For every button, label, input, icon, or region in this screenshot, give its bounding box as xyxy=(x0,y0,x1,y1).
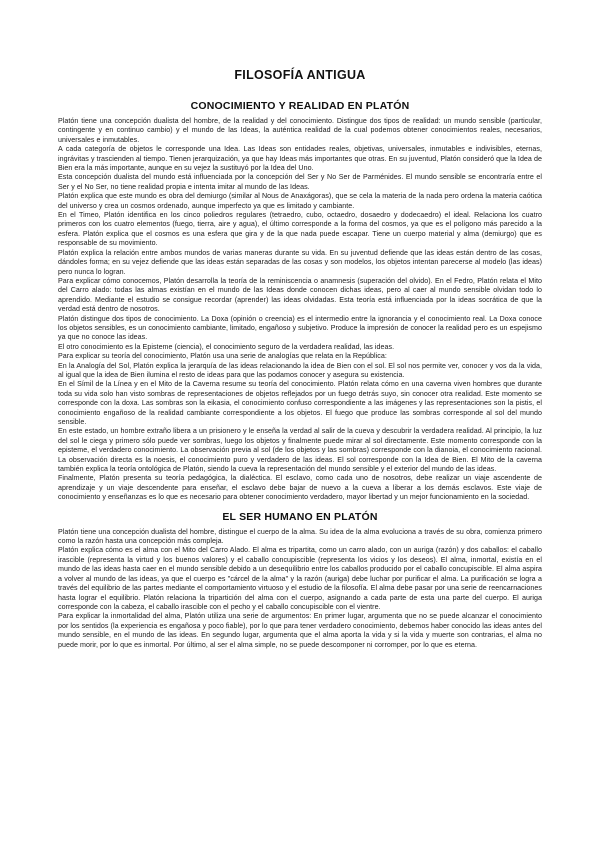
paragraph: Para explicar su teoría del conocimiento, Platón usa una serie de analogías que relata en la República: xyxy=(58,352,387,361)
paragraph: Platón explica cómo es el alma con el Mito del Carro Alado. El alma es tripartita, como un carro alado, con un auriga (razón) y dos caballos: el caballo irascible (representa la virtud y los buenos valores) y el caballo concupiscible (representa los vicios y los deseos). El alma, inmortal, existía en el mundo de las ideas hasta caer en el mundo sensible debido a un desequilibrio entre los caballos producido por el caballo concupiscible. El alma aspira a volver al mundo de las ideas, ya que el cuerpo es "cárcel de la alma" y la razón (auriga) debe luchar por purificar el alma. La purificación se logra a través del equilibrio de las partes mediante el comportamiento virtuoso y el estudio de la filosofía. El alma debe pasar por una serie de reencarnaciones hasta lograr el equilibrio. Platón relaciona la tripartición del alma con el cuerpo, asignando a cada parte de esta una parte del cuerpo. El auriga corresponde con la cabeza, el caballo irascible con el pecho y el caballo concupiscible con el vientre. xyxy=(58,546,542,611)
paragraph: Platón tiene una concepción dualista del hombre, distingue el cuerpo de la alma. Su idea de la alma evoluciona a través de su obra, comienza primero como la razón hasta una concepción más compleja. xyxy=(58,527,542,546)
paragraph: Platón distingue dos tipos de conocimiento. La Doxa (opinión o creencia) es el intermedio entre la ignorancia y el conocimiento real. La Doxa conoce los objetos sensibles, es un conocimiento cambiante, limitado, engañoso y subjetivo. Produce la impresión de conocer la realidad pero es un espejismo ya que no conoce las ideas. xyxy=(58,314,542,342)
paragraph: Platón explica que este mundo es obra del demiurgo (similar al Nous de Anaxágoras), que se cela la materia de la nada pero ordena la materia caótica del universo y crea un cosmos ordenado, aunque imperfecto ya que es limitado y cambiante. xyxy=(58,192,542,210)
paragraph: En la Analogía del Sol, Platón explica la jerarquía de las ideas relacionando la idea de Bien con el sol. El sol nos permite ver, conocer y vos da la vida, al igual que la idea de Bien ilumina el resto de ideas para que las podamos conocer y asegura su existencia. xyxy=(58,361,542,379)
section-heading: CONOCIMIENTO Y REALIDAD EN PLATÓN xyxy=(190,100,410,112)
section-conocimiento xyxy=(58,100,542,503)
document-title: FILOSOFÍA ANTIGUA xyxy=(234,68,366,82)
paragraph: Finalmente, Platón presenta su teoría pedagógica, la dialéctica. El esclavo, como cada uno de nosotros, debe realizar un viaje ascendente de aprendizaje y un viaje descendente para enseñar, el esclavo debe bajar de nuevo a la cueva a liberar a los demás esclavos. Este viaje de conocimiento y enseñanzas es lo que es necesario para obtener conocimiento verdadero, mayor libertad y un mejor funcionamiento en la sociedad. xyxy=(58,474,542,502)
paragraph: En el Símil de la Línea y en el Mito de la Caverna resume su teoría del conocimiento. Platón relata cómo en una caverna viven hombres que durante toda su vida solo han visto sombras de representaciones de objetos reflejados por un fuego detrás suyo, sin conocer otra realidad. Este momento se corresponde con la doxa. Las sombras son la eikasia, el conocimiento confuso correspondiente a las imágenes y las representaciones son la pistis, el conocimiento engañoso de la realidad cambiante correspondiente a los objetos. El fuego que produce las sombras corresponde al sol del mundo sensible. xyxy=(58,380,542,426)
paragraph: Platón explica la relación entre ambos mundos de varias maneras durante su vida. En su juventud defiende que las ideas están dentro de las cosas, dándoles forma; en su vejez defiende que las ideas están separadas de las cosas y son modelos, los objetos intentan parecerse al modelo (las ideas) pero nunca lo logran. xyxy=(58,248,542,276)
paragraph: A cada categoría de objetos le corresponde una Idea. Las Ideas son entidades reales, objetivas, universales, inmutables e indivisibles, eternas, ingrávitas y trascienden al tiempo. Tienen jerarquización, ya que hay Ideas más importantes que otras. En su juventud, Platón consideró que la Idea de Bien era la más importante, aunque en su vejez la sustituyó por la Idea del Uno. xyxy=(58,145,542,173)
paragraph: En el Timeo, Platón identifica en los cinco poliedros regulares (tetraedro, cubo, octaedro, dosaedro y dodecaedro) el ideal. Relaciona los cuatro primeros con los cuatro elementos (fuego, tierra, aire y agua), el último corresponde a la forma del cosmos, ya que es el polígono más parecido a la esfera. Platón explica que el cosmos es una esfera que gira y de la que nada puede escapar. Tiene un cuerpo material y alma (demiurgo) que es responsable de su movimiento. xyxy=(58,211,542,248)
section-ser-humano xyxy=(58,511,542,650)
paragraph: Platón tiene una concepción dualista del hombre, de la realidad y del conocimiento. Distingue dos tipos de realidad: un mundo sensible (particular, contingente y en continuo cambio) y el mundo de las Ideas, la auténtica realidad de la cual podemos obtener conocimientos reales, necesarios, universales e inmutables. xyxy=(58,117,542,144)
paragraph: En este estado, un hombre extraño libera a un prisionero y le enseña la verdad al salir de la cueva y descubrir la verdadera realidad. Al principio, la luz del sol le ciega y primero sólo puede ver sombras, luego los objetos y finalmente puede mirar al sol directamente. Este momento corresponde con la episteme, el verdadero conocimiento. La observación previa al sol (de los objetos y las sombras) corresponde con la dianoia, el conocimiento racional. La observación directa es la noesis, el conocimiento puro y verdadero de las ideas. El sol corresponde con la Idea de Bien. El Mito de la caverna también explica la teoría ontológica de Platón, siendo la cueva la representación del mundo sensible y el exterior del mundo de las ideas. xyxy=(58,427,542,474)
paragraph: Para explicar cómo conocemos, Platón desarrolla la teoría de la reminiscencia o anamnesis (superación del olvido). En el Fedro, Platón relata el Mito del Carro alado: todas las almas existían en el mundo de las Ideas donde conocen dichas ideas, pero al caer al mundo sensible olvidan todo lo aprendido. Mediante el estudio se consigue recordar (aprender) las ideas olvidadas. Esta teoría está influenciada por la ideas socrática de que la verdad está dentro de nosotros. xyxy=(58,276,542,314)
paragraph: Esta concepción dualista del mundo está influenciada por la concepción del Ser y No Ser de Parménides. El mundo sensible se encontraría entre el Ser y el No Ser, no tiene realidad propia e intenta imitar al mundo de las Ideas. xyxy=(58,173,542,191)
paragraph: Para explicar la inmortalidad del alma, Platón utiliza una serie de argumentos: En primer lugar, argumenta que no se puede alcanzar el conocimiento por los sentidos (la experiencia es engañosa y poco fiable), por lo que para tener verdadero conocimiento, debemos haber conocido las ideas antes del mundo sensible, en el mundo de las ideas. En segundo lugar, argumenta que el alma aporta la vida y si la vida y muerte son contrarias, el alma no puede morir, por lo que es inmortal. Por último, al ser el alma simple, no se puede descomponer ni corromper, por lo que es eterna. xyxy=(58,612,542,649)
section-heading: EL SER HUMANO EN PLATÓN xyxy=(222,510,378,523)
paragraph: El otro conocimiento es la Episteme (ciencia), el conocimiento seguro de la verdadera realidad, las ideas. xyxy=(58,342,395,351)
